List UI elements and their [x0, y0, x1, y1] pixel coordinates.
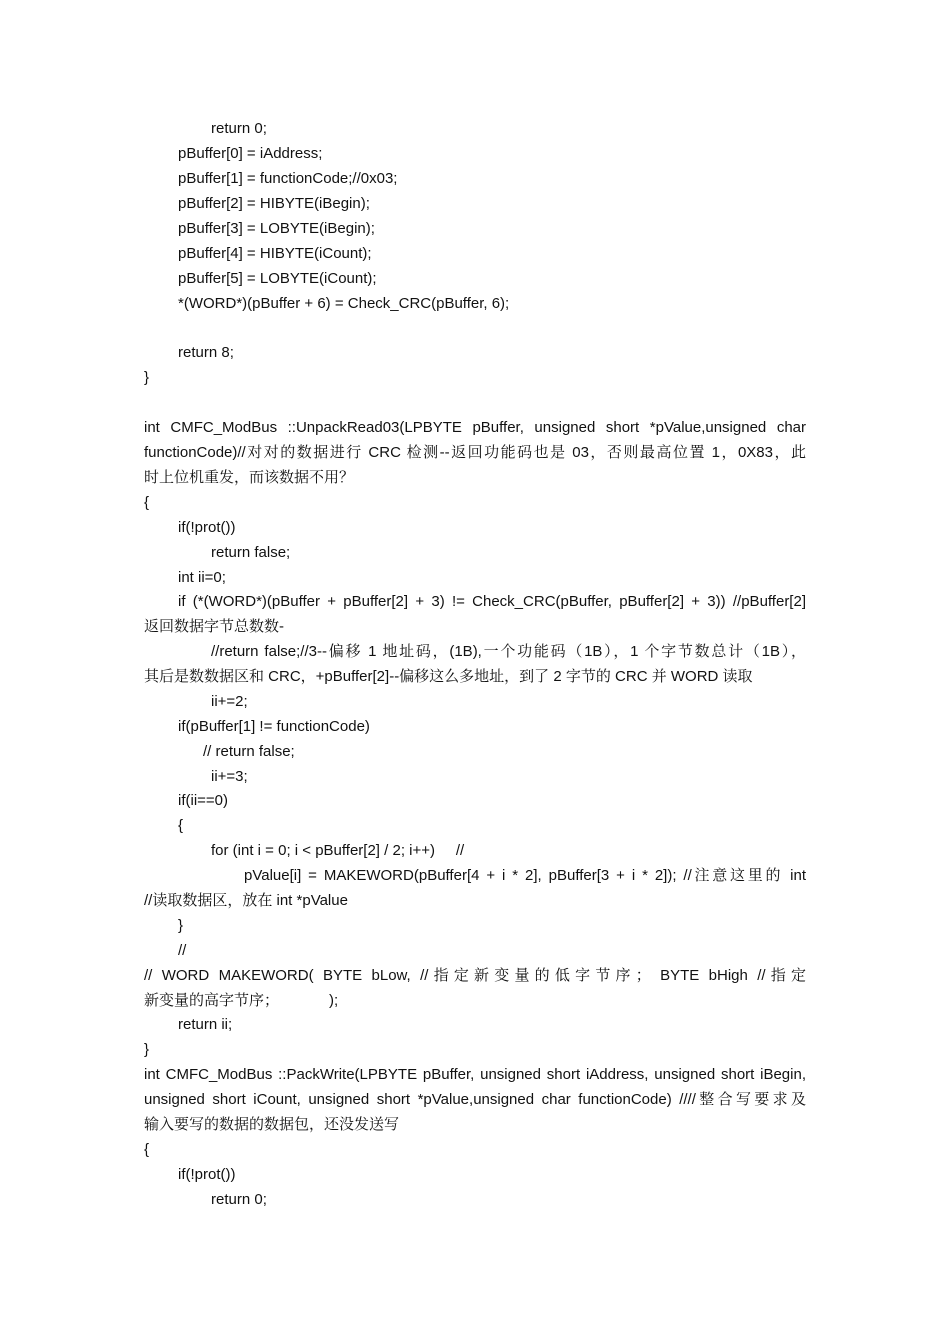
code-line: {: [178, 817, 184, 834]
code-line: ii+=3;: [211, 768, 248, 785]
code-line: //读取数据区，放在 int *pValue: [144, 892, 348, 909]
code-line: pValue[i] = MAKEWORD(pBuffer[4 + i * 2], pBuffer[3 + i * 2]); //注意这里的 int: [244, 867, 806, 884]
code-line: int CMFC_ModBus ::UnpackRead03(LPBYTE pBuffer, unsigned short *pValue,unsigned char: [144, 419, 806, 436]
code-line: return 0;: [211, 1191, 267, 1208]
code-line: pBuffer[3] = LOBYTE(iBegin);: [178, 220, 375, 237]
code-line: pBuffer[2] = HIBYTE(iBegin);: [178, 195, 370, 212]
code-line: if(pBuffer[1] != functionCode): [178, 718, 370, 735]
code-line: *(WORD*)(pBuffer + 6) = Check_CRC(pBuffer, 6);: [178, 295, 510, 312]
code-line: return 0;: [211, 120, 267, 137]
code-line: pBuffer[4] = HIBYTE(iCount);: [178, 245, 372, 262]
code-line: if(!prot()): [178, 1166, 236, 1183]
code-line: //return false;//3--偏移 1 地址码，(1B),一个功能码（1B），1 个字节数总计（1B），: [211, 643, 806, 660]
code-line: pBuffer[1] = functionCode;//0x03;: [178, 170, 398, 187]
code-line: int ii=0;: [178, 569, 226, 586]
code-line: 返回数据字节总数数-: [144, 618, 284, 635]
code-line: }: [144, 1041, 150, 1058]
code-line: if (*(WORD*)(pBuffer + pBuffer[2] + 3) != Check_CRC(pBuffer, pBuffer[2] + 3)) //pBuffer[2]: [178, 593, 806, 610]
code-line: if(ii==0): [178, 792, 229, 809]
code-line: {: [144, 494, 150, 511]
code-line: pBuffer[5] = LOBYTE(iCount);: [178, 270, 377, 287]
code-line: }: [178, 917, 184, 934]
code-line: //: [178, 942, 187, 959]
code-line: 时上位机重发，而该数据不用？: [144, 469, 355, 486]
code-line: 输入要写的数据的数据包，还没发送写: [144, 1116, 400, 1133]
code-line: return 8;: [178, 344, 234, 361]
code-line: // return false;: [203, 743, 295, 760]
code-line: functionCode)//对对的数据进行 CRC 检测--返回功能码也是 03，否则最高位置 1，0X83，此: [144, 444, 806, 461]
code-line: int CMFC_ModBus ::PackWrite(LPBYTE pBuffer, unsigned short iAddress, unsigned short iBegin,: [144, 1066, 806, 1083]
code-line: unsigned short iCount, unsigned short *pValue,unsigned char functionCode) ////整合写要求及: [144, 1091, 806, 1108]
code-line: if(!prot()): [178, 519, 236, 536]
code-line: {: [144, 1141, 150, 1158]
code-line: ii+=2;: [211, 693, 248, 710]
code-line: pBuffer[0] = iAddress;: [178, 145, 323, 162]
code-line: 其后是数数据区和 CRC，+pBuffer[2]--偏移这么多地址，到了 2 字节的 CRC 并 WORD 读取: [144, 668, 753, 685]
code-line: }: [144, 369, 150, 386]
code-line: return ii;: [178, 1016, 233, 1033]
code-line: return false;: [211, 544, 291, 561]
code-line: for (int i = 0; i < pBuffer[2] / 2; i++) //: [211, 842, 465, 859]
code-line: 新变量的高字节序； );: [144, 992, 339, 1009]
code-line: // WORD MAKEWORD( BYTE bLow, //指定新变量的低字节序； BYTE bHigh //指定: [144, 967, 806, 984]
